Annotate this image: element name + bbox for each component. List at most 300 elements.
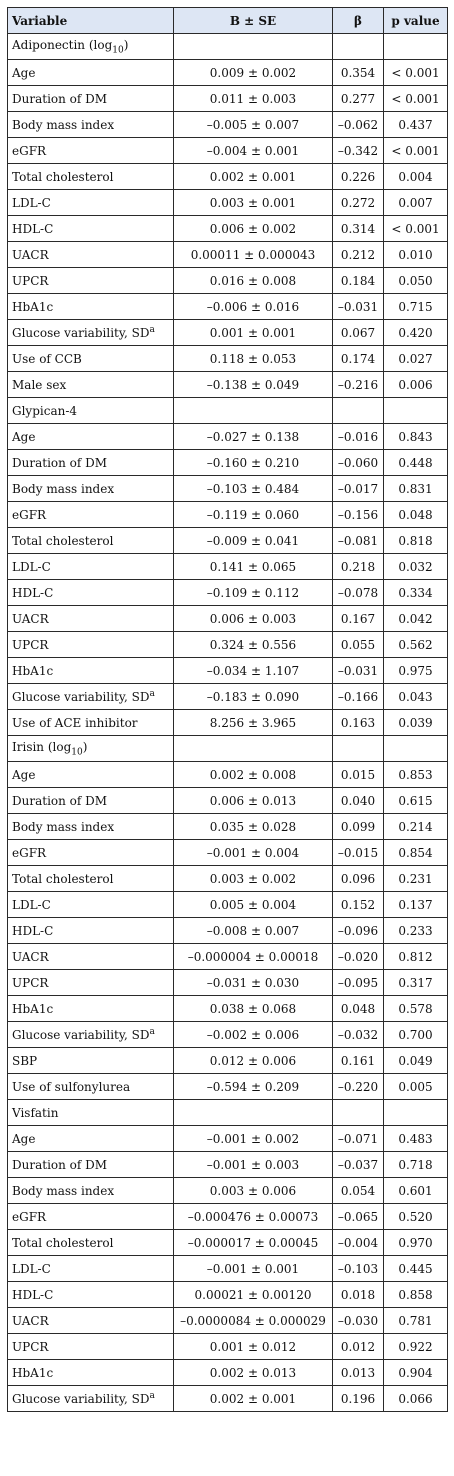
variable-cell (8, 60, 174, 86)
b-se-cell: 0.003 ± 0.001 (174, 190, 333, 216)
table-row (8, 892, 448, 918)
label-tail: ) (82, 739, 88, 754)
variable-cell (8, 528, 174, 554)
p-value-cell: 0.578 (384, 996, 448, 1022)
variable-cell (8, 606, 174, 632)
variable-cell (8, 944, 174, 970)
subscript: 10 (71, 747, 83, 758)
variable-label: Adiponectin (log (12, 37, 113, 52)
table-row (8, 788, 448, 814)
variable-cell (8, 1204, 174, 1230)
p-value-cell: 0.922 (384, 1334, 448, 1360)
p-value-cell (384, 398, 448, 424)
p-value-cell: 0.066 (384, 1386, 448, 1412)
variable-cell (8, 1126, 174, 1152)
p-value-cell: 0.043 (384, 684, 448, 710)
variable-label: Body mass index (12, 481, 115, 496)
b-se-cell: 0.324 ± 0.556 (174, 632, 333, 658)
beta-cell: 0.013 (333, 1360, 384, 1386)
p-value-cell: 0.010 (384, 242, 448, 268)
variable-label: Glucose variability, SD (12, 690, 150, 704)
table-row (8, 1308, 448, 1334)
p-value-cell: 0.975 (384, 658, 448, 684)
p-value-cell: 0.843 (384, 424, 448, 450)
p-value-cell: 0.214 (384, 814, 448, 840)
table-row (8, 970, 448, 996)
beta-cell: –0.103 (333, 1256, 384, 1282)
beta-cell: –0.004 (333, 1230, 384, 1256)
beta-cell: 0.048 (333, 996, 384, 1022)
beta-cell: –0.030 (333, 1308, 384, 1334)
b-se-cell: 0.002 ± 0.001 (174, 164, 333, 190)
b-se-cell: 0.005 ± 0.004 (174, 892, 333, 918)
p-value-cell (384, 736, 448, 762)
b-se-cell: –0.031 ± 0.030 (174, 970, 333, 996)
b-se-cell: 0.006 ± 0.002 (174, 216, 333, 242)
b-se-cell: –0.006 ± 0.016 (174, 294, 333, 320)
variable-cell (8, 372, 174, 398)
variable-cell (8, 892, 174, 918)
variable-cell (8, 1048, 174, 1074)
variable-cell (8, 1308, 174, 1334)
beta-cell (333, 736, 384, 762)
variable-label: Glypican-4 (12, 403, 78, 418)
table-row (8, 1230, 448, 1256)
variable-cell (8, 1256, 174, 1282)
group-header-row (8, 398, 448, 424)
variable-label: UACR (12, 1313, 49, 1328)
b-se-cell: 0.141 ± 0.065 (174, 554, 333, 580)
b-se-cell: –0.008 ± 0.007 (174, 918, 333, 944)
b-se-cell: 0.038 ± 0.068 (174, 996, 333, 1022)
b-se-cell: 0.016 ± 0.008 (174, 268, 333, 294)
b-se-cell (174, 34, 333, 60)
footnote-marker: a (149, 1391, 155, 1401)
p-value-cell: 0.420 (384, 320, 448, 346)
b-se-cell: –0.594 ± 0.209 (174, 1074, 333, 1100)
variable-cell (8, 632, 174, 658)
variable-cell (8, 1074, 174, 1100)
beta-cell (333, 34, 384, 60)
beta-cell: –0.078 (333, 580, 384, 606)
p-value-cell: 0.858 (384, 1282, 448, 1308)
table-row (8, 996, 448, 1022)
variable-label: Age (12, 767, 36, 782)
b-se-cell: –0.109 ± 0.112 (174, 580, 333, 606)
variable-cell (8, 1152, 174, 1178)
variable-label: SBP (12, 1053, 38, 1068)
table-row (8, 1126, 448, 1152)
variable-label: Male sex (12, 377, 67, 392)
beta-cell: 0.152 (333, 892, 384, 918)
table-body (8, 34, 448, 1412)
variable-cell (8, 424, 174, 450)
b-se-cell: 0.001 ± 0.012 (174, 1334, 333, 1360)
variable-label: Body mass index (12, 117, 115, 132)
variable-cell (8, 1282, 174, 1308)
table-row (8, 1048, 448, 1074)
beta-cell: 0.218 (333, 554, 384, 580)
table-row (8, 450, 448, 476)
b-se-cell: 0.118 ± 0.053 (174, 346, 333, 372)
variable-cell (8, 1022, 174, 1048)
table-row (8, 554, 448, 580)
beta-cell: 0.277 (333, 86, 384, 112)
variable-label: HbA1c (12, 663, 54, 678)
group-label (8, 398, 174, 424)
b-se-cell: 0.003 ± 0.002 (174, 866, 333, 892)
variable-label: eGFR (12, 1209, 47, 1224)
table-row (8, 320, 448, 346)
variable-label: Duration of DM (12, 91, 108, 106)
p-value-cell: 0.032 (384, 554, 448, 580)
p-value-cell: < 0.001 (384, 60, 448, 86)
variable-label: Glucose variability, SD (12, 1028, 150, 1042)
b-se-cell: –0.103 ± 0.484 (174, 476, 333, 502)
b-se-cell: –0.002 ± 0.006 (174, 1022, 333, 1048)
variable-label: Irisin (log (12, 739, 72, 754)
p-value-cell: < 0.001 (384, 216, 448, 242)
variable-label: HbA1c (12, 1001, 54, 1016)
beta-cell: 0.099 (333, 814, 384, 840)
beta-cell: 0.272 (333, 190, 384, 216)
p-value-cell: 0.904 (384, 1360, 448, 1386)
variable-label: HDL-C (12, 1287, 54, 1302)
table-row (8, 190, 448, 216)
variable-cell (8, 658, 174, 684)
variable-label: Use of ACE inhibitor (12, 715, 138, 730)
beta-cell: –0.032 (333, 1022, 384, 1048)
label-tail: ) (123, 37, 129, 52)
p-value-cell: 0.853 (384, 762, 448, 788)
variable-label: UPCR (12, 1339, 49, 1354)
b-se-cell: 0.002 ± 0.008 (174, 762, 333, 788)
b-se-cell: 0.006 ± 0.013 (174, 788, 333, 814)
variable-label: UACR (12, 949, 49, 964)
p-value-cell: 0.854 (384, 840, 448, 866)
variable-label: Body mass index (12, 1183, 115, 1198)
variable-cell (8, 346, 174, 372)
variable-label: eGFR (12, 845, 47, 860)
regression-table (7, 7, 448, 1412)
table-row (8, 1282, 448, 1308)
variable-cell (8, 268, 174, 294)
variable-cell (8, 1230, 174, 1256)
group-header-row (8, 736, 448, 762)
beta-cell: 0.096 (333, 866, 384, 892)
p-value-cell: 0.448 (384, 450, 448, 476)
group-label (8, 34, 174, 60)
variable-label: Age (12, 429, 36, 444)
table-row (8, 658, 448, 684)
beta-cell: 0.015 (333, 762, 384, 788)
table-row (8, 606, 448, 632)
p-value-cell: 0.231 (384, 866, 448, 892)
variable-cell (8, 814, 174, 840)
b-se-cell: –0.027 ± 0.138 (174, 424, 333, 450)
variable-cell (8, 996, 174, 1022)
p-value-cell: 0.137 (384, 892, 448, 918)
p-value-cell: 0.027 (384, 346, 448, 372)
p-value-cell: 0.317 (384, 970, 448, 996)
beta-cell: –0.062 (333, 112, 384, 138)
variable-label: Use of CCB (12, 351, 82, 366)
variable-label: UPCR (12, 273, 49, 288)
variable-label: Use of sulfonylurea (12, 1079, 131, 1094)
variable-label: UACR (12, 611, 49, 626)
table-row (8, 840, 448, 866)
b-se-cell: 0.011 ± 0.003 (174, 86, 333, 112)
b-se-cell: 0.002 ± 0.013 (174, 1360, 333, 1386)
beta-cell: –0.020 (333, 944, 384, 970)
beta-cell: 0.040 (333, 788, 384, 814)
variable-cell (8, 580, 174, 606)
variable-label: Age (12, 1131, 36, 1146)
beta-cell: –0.071 (333, 1126, 384, 1152)
footnote-marker: a (149, 1027, 155, 1037)
b-se-cell: 0.035 ± 0.028 (174, 814, 333, 840)
table-row (8, 242, 448, 268)
beta-cell: 0.067 (333, 320, 384, 346)
beta-cell: 0.161 (333, 1048, 384, 1074)
b-se-cell: –0.000017 ± 0.00045 (174, 1230, 333, 1256)
p-value-cell: 0.781 (384, 1308, 448, 1334)
variable-label: Body mass index (12, 819, 115, 834)
beta-cell (333, 1100, 384, 1126)
table-row (8, 372, 448, 398)
p-value-cell: 0.615 (384, 788, 448, 814)
beta-cell: –0.156 (333, 502, 384, 528)
variable-label: Glucose variability, SD (12, 326, 150, 340)
beta-cell: –0.031 (333, 658, 384, 684)
p-value-cell: 0.039 (384, 710, 448, 736)
table-row (8, 164, 448, 190)
table-row (8, 944, 448, 970)
p-value-cell: 0.831 (384, 476, 448, 502)
group-header-row (8, 34, 448, 60)
b-se-cell: –0.001 ± 0.004 (174, 840, 333, 866)
beta-cell: 0.055 (333, 632, 384, 658)
b-se-cell: 0.00021 ± 0.00120 (174, 1282, 333, 1308)
beta-cell: –0.342 (333, 138, 384, 164)
b-se-cell: –0.183 ± 0.090 (174, 684, 333, 710)
p-value-cell: 0.005 (384, 1074, 448, 1100)
p-value-cell: < 0.001 (384, 86, 448, 112)
variable-cell (8, 970, 174, 996)
b-se-cell: –0.138 ± 0.049 (174, 372, 333, 398)
p-value-cell: 0.562 (384, 632, 448, 658)
table-row (8, 1204, 448, 1230)
footnote-marker: a (149, 689, 155, 699)
variable-label: UPCR (12, 637, 49, 652)
b-se-cell (174, 736, 333, 762)
p-value-cell (384, 1100, 448, 1126)
beta-cell: 0.184 (333, 268, 384, 294)
header-variable: Variable (8, 8, 174, 34)
header-beta: β (333, 8, 384, 34)
table-row (8, 814, 448, 840)
beta-cell: –0.095 (333, 970, 384, 996)
variable-label: Duration of DM (12, 793, 108, 808)
table-row (8, 346, 448, 372)
p-value-cell: 0.006 (384, 372, 448, 398)
p-value-cell: 0.483 (384, 1126, 448, 1152)
beta-cell: 0.012 (333, 1334, 384, 1360)
variable-cell (8, 86, 174, 112)
beta-cell: –0.031 (333, 294, 384, 320)
beta-cell: –0.166 (333, 684, 384, 710)
table-row (8, 684, 448, 710)
variable-label: Glucose variability, SD (12, 1392, 150, 1406)
variable-cell (8, 190, 174, 216)
b-se-cell: 0.003 ± 0.006 (174, 1178, 333, 1204)
table-row (8, 1152, 448, 1178)
table-row (8, 86, 448, 112)
variable-cell (8, 866, 174, 892)
variable-cell (8, 762, 174, 788)
beta-cell: –0.096 (333, 918, 384, 944)
b-se-cell: –0.0000084 ± 0.000029 (174, 1308, 333, 1334)
b-se-cell: –0.004 ± 0.001 (174, 138, 333, 164)
beta-cell: 0.018 (333, 1282, 384, 1308)
b-se-cell: –0.005 ± 0.007 (174, 112, 333, 138)
footnote-marker: a (149, 325, 155, 335)
table-row (8, 762, 448, 788)
variable-label: eGFR (12, 143, 47, 158)
b-se-cell: 0.006 ± 0.003 (174, 606, 333, 632)
group-label (8, 736, 174, 762)
variable-cell (8, 450, 174, 476)
table-row (8, 710, 448, 736)
table-row (8, 918, 448, 944)
variable-label: LDL-C (12, 559, 51, 574)
table-row (8, 268, 448, 294)
variable-label: Duration of DM (12, 1157, 108, 1172)
b-se-cell: –0.001 ± 0.002 (174, 1126, 333, 1152)
variable-label: Visfatin (12, 1105, 59, 1120)
table-row (8, 216, 448, 242)
variable-cell (8, 216, 174, 242)
variable-label: HDL-C (12, 923, 54, 938)
beta-cell: –0.065 (333, 1204, 384, 1230)
p-value-cell: 0.334 (384, 580, 448, 606)
variable-cell (8, 840, 174, 866)
beta-cell: 0.163 (333, 710, 384, 736)
b-se-cell: –0.160 ± 0.210 (174, 450, 333, 476)
p-value-cell: 0.004 (384, 164, 448, 190)
beta-cell: 0.054 (333, 1178, 384, 1204)
beta-cell: –0.220 (333, 1074, 384, 1100)
table-row (8, 138, 448, 164)
beta-cell: –0.015 (333, 840, 384, 866)
p-value-cell: < 0.001 (384, 138, 448, 164)
beta-cell: –0.016 (333, 424, 384, 450)
p-value-cell: 0.700 (384, 1022, 448, 1048)
variable-cell (8, 242, 174, 268)
b-se-cell: –0.001 ± 0.001 (174, 1256, 333, 1282)
beta-cell: 0.354 (333, 60, 384, 86)
group-label (8, 1100, 174, 1126)
variable-cell (8, 1360, 174, 1386)
b-se-cell (174, 398, 333, 424)
b-se-cell: 8.256 ± 3.965 (174, 710, 333, 736)
header-row (8, 8, 448, 34)
p-value-cell: 0.970 (384, 1230, 448, 1256)
p-value-cell: 0.601 (384, 1178, 448, 1204)
table-row (8, 632, 448, 658)
variable-label: Duration of DM (12, 455, 108, 470)
table-row (8, 112, 448, 138)
variable-cell (8, 294, 174, 320)
table-row (8, 294, 448, 320)
table-row (8, 866, 448, 892)
header-p-value: p value (384, 8, 448, 34)
variable-cell (8, 320, 174, 346)
variable-label: HbA1c (12, 299, 54, 314)
variable-cell (8, 788, 174, 814)
variable-label: eGFR (12, 507, 47, 522)
table-row (8, 1178, 448, 1204)
p-value-cell: 0.520 (384, 1204, 448, 1230)
variable-label: LDL-C (12, 897, 51, 912)
variable-cell (8, 554, 174, 580)
b-se-cell: –0.001 ± 0.003 (174, 1152, 333, 1178)
table-row (8, 1360, 448, 1386)
b-se-cell (174, 1100, 333, 1126)
variable-label: HDL-C (12, 221, 54, 236)
p-value-cell: 0.048 (384, 502, 448, 528)
b-se-cell: 0.002 ± 0.001 (174, 1386, 333, 1412)
beta-cell: –0.216 (333, 372, 384, 398)
variable-label: Total cholesterol (12, 1235, 114, 1250)
table-row (8, 528, 448, 554)
table-row (8, 580, 448, 606)
variable-cell (8, 1386, 174, 1412)
b-se-cell: –0.000004 ± 0.00018 (174, 944, 333, 970)
p-value-cell: 0.715 (384, 294, 448, 320)
variable-cell (8, 918, 174, 944)
table-row (8, 424, 448, 450)
variable-label: Total cholesterol (12, 533, 114, 548)
table-row (8, 1074, 448, 1100)
beta-cell: –0.081 (333, 528, 384, 554)
variable-label: Age (12, 65, 36, 80)
b-se-cell: –0.119 ± 0.060 (174, 502, 333, 528)
beta-cell: –0.060 (333, 450, 384, 476)
variable-cell (8, 1334, 174, 1360)
variable-cell (8, 138, 174, 164)
variable-label: LDL-C (12, 1261, 51, 1276)
p-value-cell: 0.050 (384, 268, 448, 294)
b-se-cell: 0.00011 ± 0.000043 (174, 242, 333, 268)
beta-cell: 0.314 (333, 216, 384, 242)
variable-label: HbA1c (12, 1365, 54, 1380)
variable-cell (8, 112, 174, 138)
b-se-cell: –0.009 ± 0.041 (174, 528, 333, 554)
b-se-cell: 0.001 ± 0.001 (174, 320, 333, 346)
b-se-cell: –0.034 ± 1.107 (174, 658, 333, 684)
p-value-cell: 0.812 (384, 944, 448, 970)
beta-cell: 0.196 (333, 1386, 384, 1412)
variable-label: UPCR (12, 975, 49, 990)
beta-cell: 0.226 (333, 164, 384, 190)
variable-cell (8, 164, 174, 190)
variable-label: Total cholesterol (12, 169, 114, 184)
variable-cell (8, 476, 174, 502)
beta-cell (333, 398, 384, 424)
beta-cell: –0.017 (333, 476, 384, 502)
variable-cell (8, 502, 174, 528)
